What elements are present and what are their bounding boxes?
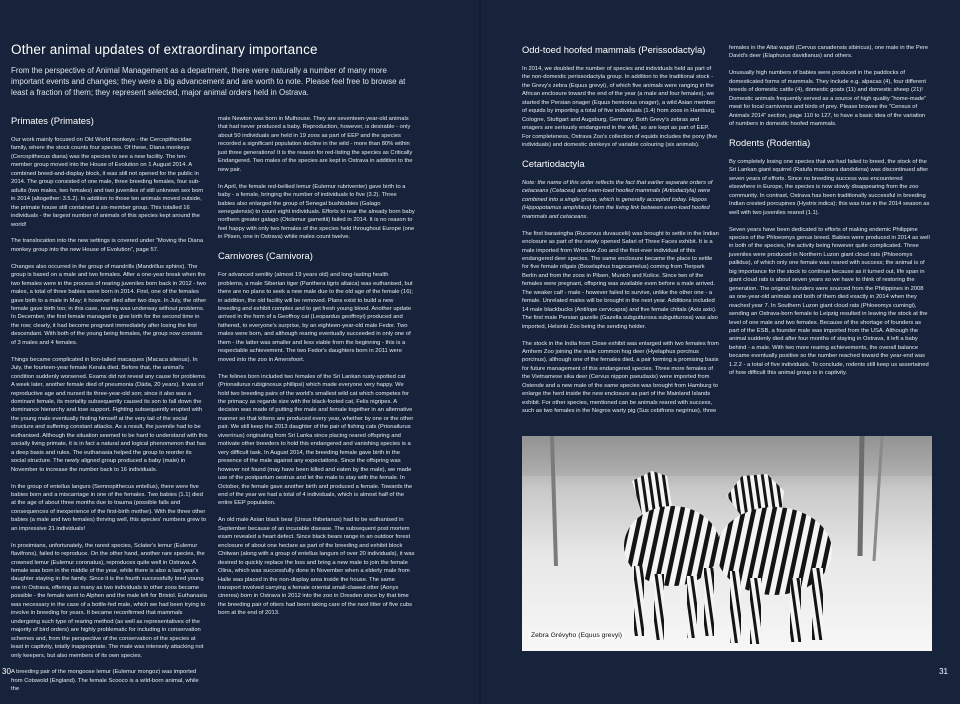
body-paragraph: Changes also occurred in the group of mandrills (Mandrillus sphinx). The group is based on a male and two females. After a one-year break when the two females were in the process of rearing juveniles born back in 2012 - two males, a total of three babies were born in 2014. First, one of the females gave birth to a male in May; it however died after two days. In July, the other female gave birth too; in this case, rearing was underway without problems. In December, the first female managed to give birth for the second time in the row; clearly, it had become pregnant immediately after losing the first descendant. With both of the young being females, the group now consists of 3 males and 4 females. — [11, 263, 207, 346]
photo-caption: Zebra Grévyho (Equus grevyi) — [531, 632, 623, 639]
background-trees — [522, 436, 932, 476]
page-number-right: 31 — [939, 667, 948, 676]
body-paragraph: In prosimians, unfortunately, the rarest species, Sclater's lemur (Eulemur flavifrons), failed to reproduce. On the other hand, another rare species, the crowned lemur (Eulemur coronatus), reproduces quite well in Ostrava. A female was born in the middle of the year, while there is also a last year's daughter staying in the family. Since it is the fourth successfully bred young one in Ostrava, offering as many as two individuals to other zoos became possible - the female went to Alphen and the male left for Bristol. Euthanasia was necessary in the case of a bottle-fed male, which we had been trying to involve in breeding for years. It became reconfirmed that mammals undergoing such type of rearing method (as well as representatives of the majority of bird orders) are highly problematic for including in conservation schemes and, from the perspective of the conservation of the species at least in captivity, totally inappropriate. The male was intensely attacking not only keepers, but also members of its own species. — [11, 542, 207, 659]
page-title: Other animal updates of extraordinary importance — [11, 42, 318, 57]
body-paragraph: females in the Altai wapiti (Cervus canadensis sibiricus), one male in the Pere David's deer (Elaphurus davidianus) and others. — [729, 45, 929, 60]
taxonomy-note: Note: the name of this order reflects the fact that earlier separate orders of cetaceans (Cetacea) and even-toed hoofed mammals (Artiodactyla) were combined into a single group, which is generally accepted today. Hippos (Hippopotamus amphibius) form the living link between even-toed hoofed mammals and cetaceans. — [522, 179, 713, 220]
body-paragraph: Things became complicated in lion-tailed macaques (Macaca silenus). In July, the fourteen-year female Kerala died. Before that, the animal's condition suddenly worsened. Exams did not reveal any cause for problems. A week later, another female died of pneumonia (Dáda, 20 years). It was of reproductive age and nursed its three-year-old son; since it also was a dominant female, its mortality subsequently caused its son to fall down the dominance hierarchy and lose support. Fighting subsequently erupted with the young male eventually finding himself at the very tail of the social structure and suffering constant attacks. As a result, the juvenile had to be euthanised. Although the situation seemed to be hard to understand with this socially living primate, it is in fact a natural and logical phenomenon that has a deep basis and rules. The euthanasia helped the group to reorder its social structure. The newly aligned group produced a baby (male) in November to increase the number back to 16 individuals. — [11, 356, 208, 473]
body-paragraph: The felines born included two females of the Sri Lankan rusty-spotted cat (Prionailurus rubiginosus phillipsi) which made everyone very happy. We hold two breeding pairs of the world's smallest wild cat which competes for the primacy as regards size with the black-footed cat, Felis nigripes. A decision was made of putting the male and female together in an alternative manner so that kittens are produced every year, whether by one or the other pair. We still keep the 2013 daughter of the pair of fishing cats (Prionailurus viverrinus) originating from Sri Lanka since placing reared offspring and motivate other breeders to hold this endangered and vanishing species is a very difficult task. In August 2014, the breeding female gave birth in the presence of the male against any expectations. Since the offspring was however not found (may have been killed and eaten by the male), we made use of the postpartum oestrus and let the male to stay with the female. In October, the female gave another birth and produced a female. Towards the end of the year we had a total of 4 individuals, which is almost half of the entire EEP population. — [218, 373, 414, 507]
zebra-photo — [522, 436, 932, 651]
zebra-illustration — [522, 436, 932, 651]
zebra-left — [624, 471, 720, 640]
intro-paragraph: From the perspective of Animal Management as a department, there were naturally a number of many more important events and changes; they were a big advancement and are worth to note. Please feel free to browse at least a fraction of them; they represent selected, major animal orders held in Ostrava. — [11, 66, 406, 98]
column-1 — [11, 115, 208, 693]
body-paragraph: The first barasingha (Rucervus duvaucelii) was brought to settle in the Indian enclosure as part of the newly opened Safari of Three Faces exhibit. It is a male imported from Wroclaw Zoo and the first-ever individual of this endangered deer species. The same enclosure became the place to settle for five female nilgais (Boselaphus tragocamelus) coming from Tierpark Berlin and from the zoos in Pilsen, Munich and Kolice. Since two of the females were pregnant, offspring was available even before a male arrived. The weaker calf - male - however failed to survive, unlike the other one - a female. Unrelated males will be brought in the next year. Additions included 14 male blackbucks (Antilope cervicapra) and five female chitals (Axis axis). The first male Persian gazelle (Gazella subgutturosa subgutturosa) was also imported, Helsinki Zoo being the sending holder. — [522, 230, 719, 330]
body-paragraph: An old male Asian black bear (Ursus thibetanus) had to be euthanised in September because of an incurable disease. The subsequent post mortem exam revealed a heart defect. Since black bears range in an outdoor forest enclosure of about one hectare as part of the breeding and exhibit block Chitwan (along with a group of entellus langurs of over 20 individuals), it was desired to quickly replace the loss and bring a new male to join the female Olina, which was successfully done in November when a elderly male from Halle was placed in the non-display area inside the house. The same transport involved carrying a female oriental small-clawed otter (Aonyx cinerea) born in Ostrava in 2012 into the zoo in Dresden since by that time the breeding pair of otters had been taking care of the next litter of five cubs born at the end of 2013. — [218, 517, 415, 617]
body-paragraph: Unusually high numbers of babies were produced in the paddocks of domesticated forms of mammals. They include e.g. alpacas (4), four different breeds of domestic cattle (4), domestic goats (11) and domestic sheep (21)! Domestic animals frequently served as a source of high quality “home-made” meat for local carnivores and birds of prey. Please browse the “Census of Animals 2014” section, page 110 to 127, to have a basic idea of the variation of numbers in domestic hoofed mammals. — [729, 70, 927, 128]
column-4 — [729, 44, 930, 434]
section-heading-perissodactyla: Odd-toed hoofed mammals (Perissodactyla) — [522, 44, 706, 55]
body-paragraph: By completely losing one species that we had failed to breed, the stock of the Sri Lankan giant squirrel (Ratufa macroura dandolena) was discontinued after seven years of efforts. Since no breeding success was encountered elsewhere in Europe, the species is now slowly disappearing from the zoo community. In contrast, Ostrava has been traditionally successful in breeding Indian crested porcupines (Hystrix indica); this was true in the 2014 season as well with two juveniles reared (1.1). — [729, 158, 930, 216]
body-paragraph: A breeding pair of the mongoose lemur (Eulemur mongoz) was imported from Cotswold (England). The female Scooco is a wild-born animal, while the — [11, 669, 199, 693]
body-paragraph: Seven years have been dedicated to efforts of making endemic Philippine species of the Phloeomys genus breed. Babies were produced in 2014 as well in both of the species, the activity being however quite complicated. Three juveniles were produced in Northern Luzon giant cloud rats (Phloeomys pallidus), of which only one female was reared with success; the animal is of big importance for the stock to continue because as it turned out, life span in giant cloud rats is about seven years so we have to think of restoring the generation. The original founders were sourced from the Philippines in 2008 as one-year-old animals and both of them died exactly in 2014 when they reached year 7. In Southern Luzon giant cloud rats (Phloeomys cumingi), sending an Ostrava-born female to Leipzig resulted in leaving the stock at the level of one male and two females. Because of the shortage of founders as part of the ESB, a founder male was imported from the USA. Although the animal suddenly died after four months of staying in Ostrava, it left a baby behind - a male. With two more rearing achievements, the overall balance became eventually positive so the number reached toward the year-end was 1.2.2 - a total of five individuals. To conclude, rodents still keep us assertained of how difficult this animal group is in captivity. — [729, 226, 930, 377]
page-gutter — [479, 0, 481, 704]
page-number-left: 30 — [2, 667, 11, 676]
section-heading-cetartiodactyla: Cetartiodactyla — [522, 157, 585, 169]
body-paragraph: For advanced senility (almost 19 years old) and long-lasting health problems, a male Siberian tiger (Panthera tigris altaica) was euthanised, but there are no plans to seek a new male due to the old age of the female (16); in addition, the old facility will be removed. Plans exist to build a new breeding and exhibit complex and to get fresh young blood. Another update arrived in the form of a Geoffroy cat (Leopardus geoffroyi) produced and fathered, to everyone's surprise, by an eighteen-year-old male Fedor. Two males were born, and although rearing eventually succeeded in only one of them - the latter was smaller and less viable from the beginning - this is a respectable achievement. The two Fedor's daughters born in 2011 were moved into the zoo in Amersfoort. — [218, 272, 413, 363]
body-paragraph: The stock in the India from Close exhibit was enlarged with two females from Arnhem Zoo joining the male common hog deer (Hyelaphus porcinus porcinus), although one of the females died, a pair forming a promising basis for future management of this endangered species. Three more females of the Vietnamese sika deer (Cervus nippon pseudaxis) were imported from Ostende and a new male of the same species was brought from Hamburg to enlarge the herd inside the new enclosure as part of the Mainland Islands exhibit. For other species, mentioned can be animals reared with success, such as two females in the Negros warty pig (Sus cebifrons negrinus), three — [522, 340, 719, 415]
body-paragraph: The translocation into the new settings is covered under “Moving the Diana monkey group into the new House of Evolution”, page 57. — [11, 238, 204, 253]
zebra-right — [716, 474, 832, 644]
body-paragraph: In the group of entellus langurs (Semnopithecus entellus), there were five babies born and a miscarriage in one of the females. Two babies (1.1) died at the age of about three months due to trauma (possible falls and consequences of inexperience of the first-birth mother). With the three other babies (a male and two females) thriving well, this species' numbers grew to an impressive 21 individuals! — [11, 483, 207, 532]
body-paragraph: In 2014, we doubled the number of species and individuals held as part of the non-domestic perissodactyla group. In addition to the traditional stock - the Grevy's zebra (Equus grevyi), of which five animals were ranging in the African enclosure toward the end of the year (a male and four females), we started the Persian onager (Equus hemionus onager), a wild Asian member of equids by importing a total of five individuals (1.4) from zoos in Hamburg, Cologne, Stuttgart and Augsburg, Germany. Both Grevy's zebras and onagers are seriously endangered in the wild, so are kept as part of EEP. For completeness, Ostrava Zoo's collection of equids includes the pony (five individuals) and domestic donkeys of variable colouring (six animals). — [522, 66, 718, 149]
column-2 — [218, 115, 415, 617]
body-paragraph: Our work mainly focused on Old World monkeys - the Cercopithecidae family, where the stock counts four species. Of these, Diana monkeys (Cercopithecus diana) was the species to see a new facility. The ten-member group moved into the House of Evolution on 1 August 2014. A combined breed-and-display block, it was still not opened for the public in 2014. The group consisted of one male, three breeding females, four sub-adults (two males, two females) and two juveniles of still unknown sex born in 2014 (altogether: 3.5.2). In addition to those ten animals moved outside, the primate house still contained a six-member group. This totalled 16 individuals - the largest number of animals of this species kept around the world! — [11, 137, 204, 228]
section-heading-rodentia: Rodents (Rodentia) — [729, 136, 811, 148]
body-paragraph: male Newton was born in Mulhouse. They are seventeen-year-old animals that had never produced a baby. Reproduction, however, is desirable - only about 50 individuals are held in 19 zoos as part of EEP and the species recorded a significant population decline in the wild - more than 80% within just three generations! It is the reason for red-listing the species as Critically Endangered. Two males of the species are kept in Ostrava in addition to the new pair. — [218, 116, 413, 173]
section-heading-primates: Primates (Primates) — [11, 115, 94, 126]
section-heading-carnivores: Carnivores (Carnivora) — [218, 250, 313, 262]
body-paragraph: In April, the female red-bellied lemur (Eulemur rubriventer) gave birth to a baby - a female, bringing the number of individuals to five (3.2). Three babies also enlarged the group of Senegal bushbabies (Galago senegalensis) to count eight individuals. Efforts to rear the already born baby northern greater galago (Otolemur garnettii) failed in 2014. It is no reason to feel happy with only two females of the species held throughout Europe (one in Pilsen, one in Ostrava) while males count twelve. — [218, 183, 415, 241]
tree-trunk — [860, 436, 862, 556]
